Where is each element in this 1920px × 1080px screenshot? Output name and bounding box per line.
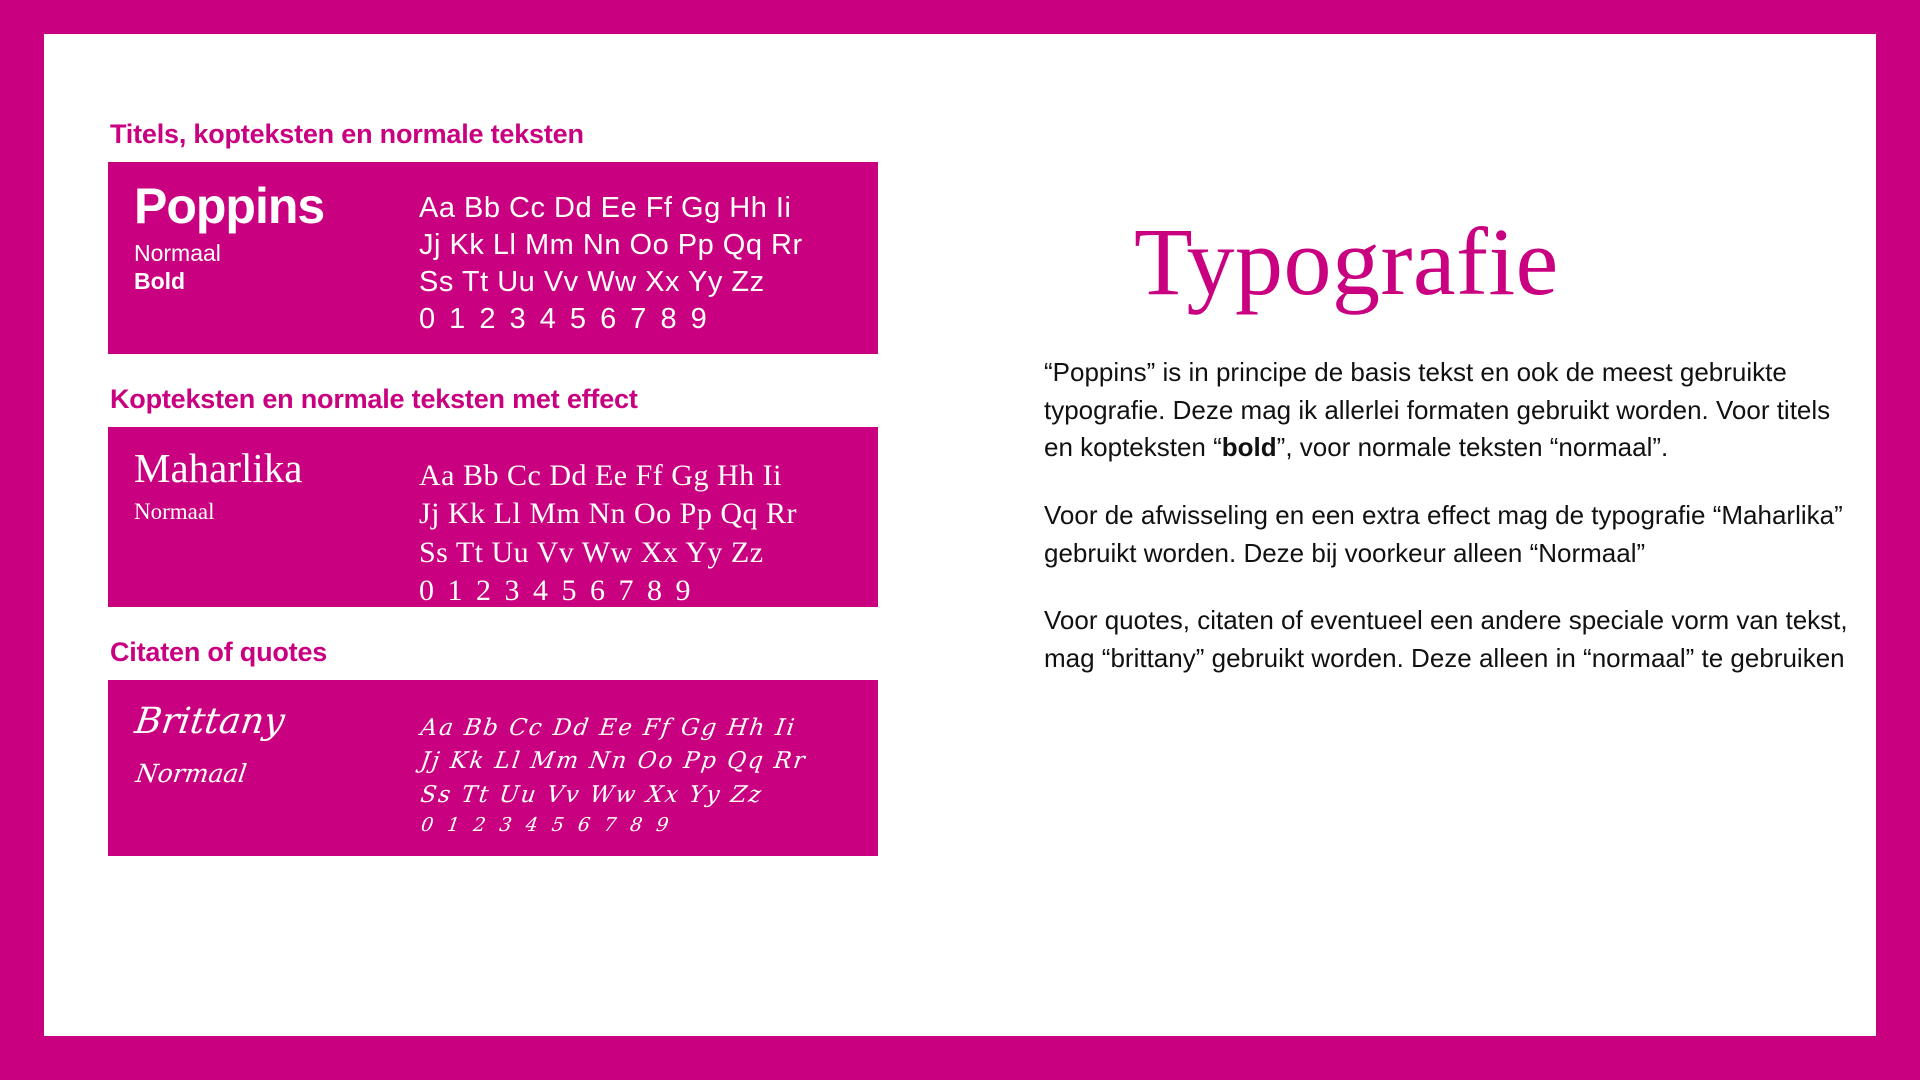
specimen-meta-brittany bbox=[132, 701, 423, 788]
glyph-line: Jj Kk Ll Mm Nn Oo Pp Qq Rr bbox=[419, 229, 803, 262]
glyph-line: Ss Tt Uu Vv Ww Xx Yy Zz bbox=[418, 781, 765, 808]
glyph-line: Aa Bb Cc Dd Ee Ff Gg Hh Ii bbox=[419, 459, 782, 492]
glyph-line: Ss Tt Uu Vv Ww Xx Yy Zz bbox=[419, 535, 764, 569]
glyph-set-poppins bbox=[419, 180, 852, 338]
font-name-brittany: Brittany bbox=[132, 701, 288, 742]
glyph-set-maharlika bbox=[419, 447, 852, 611]
glyph-line: Jj Kk Ll Mm Nn Oo Pp Qq Rr bbox=[418, 748, 809, 775]
glyph-line-digits: 0 1 2 3 4 5 6 7 8 9 bbox=[419, 303, 710, 336]
section-title-brittany: Citaten of quotes bbox=[110, 637, 328, 667]
specimen-section-poppins bbox=[108, 119, 878, 354]
slide-canvas bbox=[44, 34, 1876, 1036]
section-title-poppins: Titels, kopteksten en normale teksten bbox=[110, 119, 584, 149]
font-weight-maharlika-normaal: Normaal bbox=[134, 499, 215, 525]
glyph-line: Aa Bb Cc Dd Ee Ff Gg Hh Ii bbox=[418, 715, 798, 741]
specimen-meta-maharlika bbox=[134, 447, 419, 527]
glyph-line-digits: 0 1 2 3 4 5 6 7 8 9 bbox=[419, 574, 694, 608]
specimen-card-maharlika bbox=[108, 427, 878, 607]
font-weight-brittany-normaal: Normaal bbox=[134, 758, 249, 788]
typography-specimens bbox=[108, 119, 878, 886]
specimen-card-brittany bbox=[108, 680, 878, 856]
page-title: Typografie bbox=[1134, 208, 1559, 315]
glyph-line-digits: 0 1 2 3 4 5 6 7 8 9 bbox=[419, 814, 674, 837]
glyph-set-brittany bbox=[418, 702, 852, 840]
specimen-section-brittany bbox=[108, 637, 878, 856]
font-weight-poppins-bold: Bold bbox=[134, 268, 186, 295]
font-weight-poppins-normaal: Normaal bbox=[134, 239, 221, 266]
description-column bbox=[1044, 208, 1854, 708]
font-name-maharlika: Maharlika bbox=[134, 445, 303, 491]
specimen-card-poppins bbox=[108, 162, 878, 354]
specimen-section-maharlika bbox=[108, 384, 878, 607]
body-paragraph: “Poppins” is in principe de basis tekst en ook de meest gebruikte typografie. Deze mag ik allerlei formaten gebruikt worden. Voor titels en kopteksten “bold”, voor normale teksten “normaal”. bbox=[1044, 357, 1831, 463]
font-name-poppins: Poppins bbox=[134, 178, 325, 234]
body-paragraph: Voor de afwisseling en een extra effect mag de typografie “Maharlika” gebruikt worden. Deze bij voorkeur alleen “Normaal” bbox=[1044, 500, 1843, 568]
body-paragraph: Voor quotes, citaten of eventueel een andere speciale vorm van tekst, mag “brittany” gebruikt worden. Deze alleen in “normaal” te gebruiken bbox=[1044, 605, 1848, 674]
glyph-line: Aa Bb Cc Dd Ee Ff Gg Hh Ii bbox=[419, 192, 792, 224]
glyph-line: Ss Tt Uu Vv Ww Xx Yy Zz bbox=[419, 266, 765, 299]
specimen-meta-poppins bbox=[134, 180, 419, 296]
section-title-maharlika: Kopteksten en normale teksten met effect bbox=[110, 384, 638, 414]
glyph-line: Jj Kk Ll Mm Nn Oo Pp Qq Rr bbox=[419, 497, 798, 531]
